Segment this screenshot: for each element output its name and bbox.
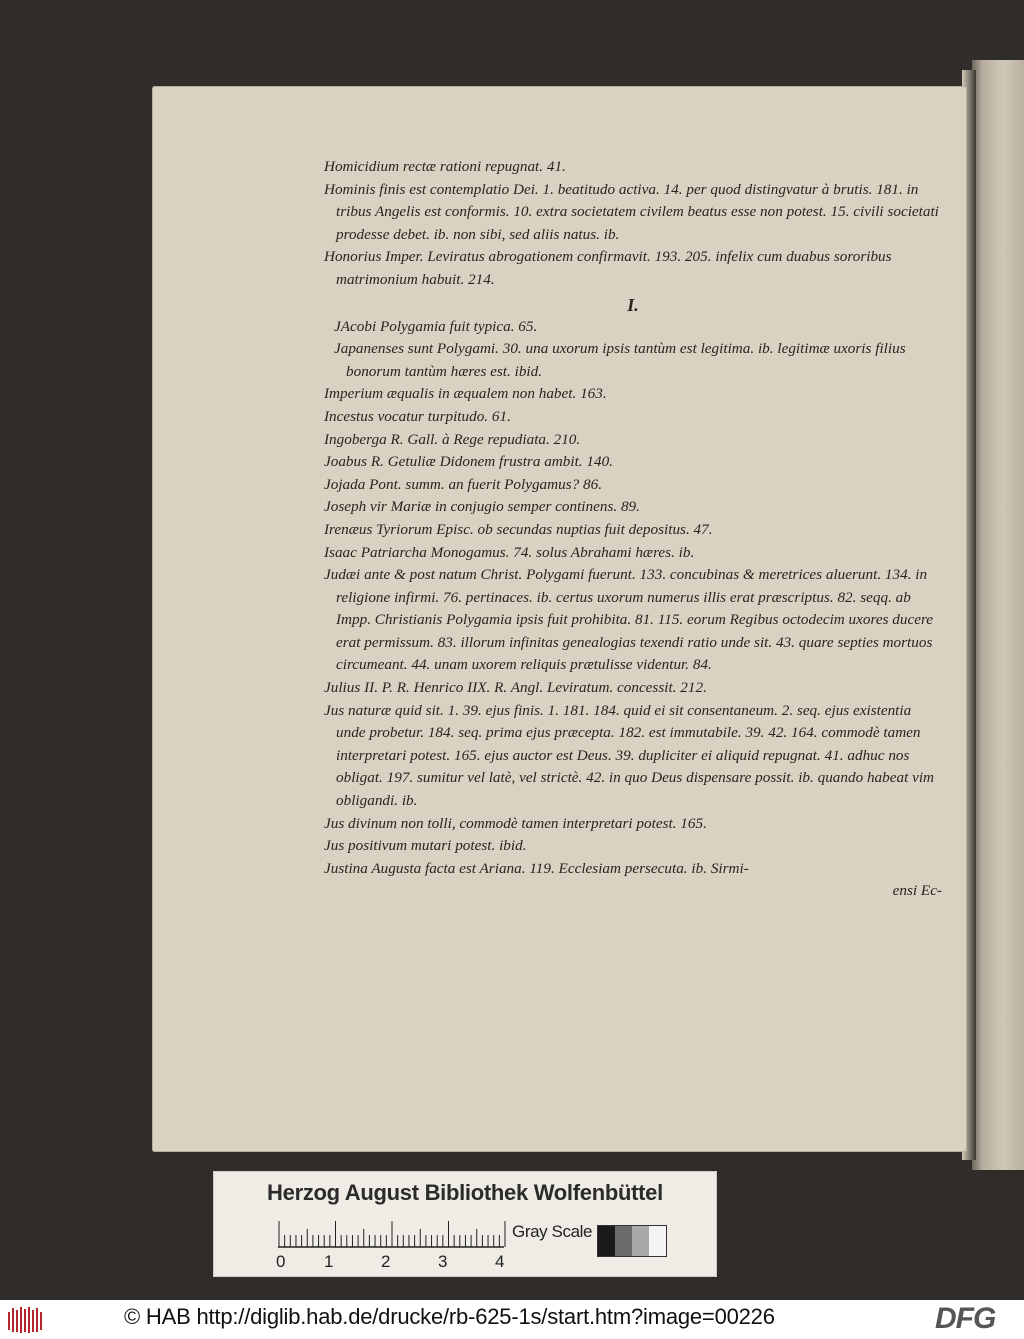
ruler-number: 2: [381, 1252, 391, 1271]
index-entry: Imperium æqualis in æqualem non habet. 163.: [324, 385, 607, 403]
ruler-number: 0: [276, 1252, 286, 1271]
index-entry: Honorius Imper. Leviratus abrogationem confirmavit. 193. 205. infelix cum duabus sororibus matrimonium habuit. 214.: [324, 248, 892, 288]
index-entry: Hominis finis est contemplatio Dei. 1. beatitudo activa. 14. per quod distingvatur à brutis. 181. in tribus Angelis est conformis. 10. extra societatem civilem beatus esse non potest. 15. civili societati prodesse debet. ib. non sibi, sed aliis natus. ib.: [324, 180, 939, 243]
index-entry: Jus positivum mutari potest. ibid.: [324, 837, 527, 855]
gray-swatch: [649, 1226, 666, 1256]
ruler-number: 3: [438, 1252, 448, 1271]
index-entry: Japanenses sunt Polygami. 30. una uxorum ipsis tantùm est legitima. ib. legitimæ uxoris filius bonorum tantùm hæres est. ibid.: [334, 340, 906, 380]
index-entry: Homicidium rectæ rationi repugnat. 41.: [324, 158, 566, 175]
ruler-numbers: [278, 1252, 518, 1272]
index-entry: Irenæus Tyriorum Episc. ob secundas nuptias fuit depositus. 47.: [324, 520, 713, 538]
color-target-card: [213, 1171, 717, 1277]
index-entry: Jojada Pont. summ. an fuerit Polygamus? 86.: [324, 475, 602, 493]
copyright-citation: © HAB http://diglib.hab.de/drucke/rb-625-1s/start.htm?image=00226: [124, 1304, 775, 1329]
gray-swatch: [632, 1226, 649, 1256]
index-entry: Julius II. P. R. Henrico IIX. R. Angl. Leviratum. concessit. 212.: [324, 679, 707, 697]
library-logo-icon: [6, 1304, 46, 1336]
index-entry: Jus divinum non tolli, commodè tamen interpretari potest. 165.: [324, 814, 707, 832]
index-entry: Judæi ante & post natum Christ. Polygami fuerunt. 133. concubinas & meretrices aluerunt. 134. in religione infirmi. 76. pertinaces. ib. certus uxorum numerus illis erat præscriptus. 82. seqq. ab Impp. Christianis Polygamia ipsis fuit prohibita. 81. 115. eorum Regibus octodecim uxores ducere erat permissum. 83. illorum infinitas genealogias texendi ratio unde sit. 43. quare septies mortuos circumeant. 44. unam uxorem reliquis prætulisse videntur. 84.: [324, 566, 934, 674]
index-entry: Jus naturæ quid sit. 1. 39. ejus finis. 1. 181. 184. quid ei sit consentaneum. 2. seq. ejus existentia unde probetur. 184. seq. prima ejus præcepta. 182. est immutabile. 39. 42. 164. commodè tamen interpretari potest. 165. ejus auctor est Deus. 39. dupliciter ei aliquid repugnat. 41. adhuc nos obligat. 197. sumitur vel latè, vel strictè. 42. in quo Deus dispensare possit. ib. quando habeat vim obligandi. ib.: [324, 701, 935, 810]
index-entry: Incestus vocatur turpitudo. 61.: [324, 407, 511, 425]
ruler-number: 1: [324, 1252, 334, 1271]
ruler-number: 4: [495, 1252, 505, 1271]
index-text: [324, 156, 942, 903]
grayscale-swatches: [597, 1225, 667, 1257]
index-entry: Joabus R. Getuliæ Didonem frustra ambit. 140.: [324, 453, 613, 471]
section-letter: I.: [627, 294, 639, 315]
index-entry: Joseph vir Mariæ in conjugio semper continens. 89.: [324, 498, 640, 516]
grayscale-label: Gray Scale: [512, 1222, 593, 1241]
catchword: ensi Ec-: [892, 882, 942, 900]
index-entry: Ingoberga R. Gall. à Rege repudiata. 210.: [324, 430, 581, 448]
index-entry: Isaac Patriarcha Monogamus. 74. solus Abrahami hæres. ib.: [324, 543, 695, 561]
viewer-footer: [0, 1300, 1024, 1339]
scale-ruler: [278, 1220, 508, 1248]
gray-swatch: [615, 1226, 632, 1256]
index-entry: JAcobi Polygamia fuit typica. 65.: [334, 317, 538, 335]
index-entry: Justina Augusta facta est Ariana. 119. Ecclesiam persecuta. ib. Sirmi-: [324, 859, 749, 877]
facing-page-edge: [972, 60, 1024, 1170]
library-name: Herzog August Bibliothek Wolfenbüttel: [267, 1180, 663, 1205]
gray-swatch: [598, 1226, 615, 1256]
dfg-logo: DFG: [935, 1302, 996, 1335]
